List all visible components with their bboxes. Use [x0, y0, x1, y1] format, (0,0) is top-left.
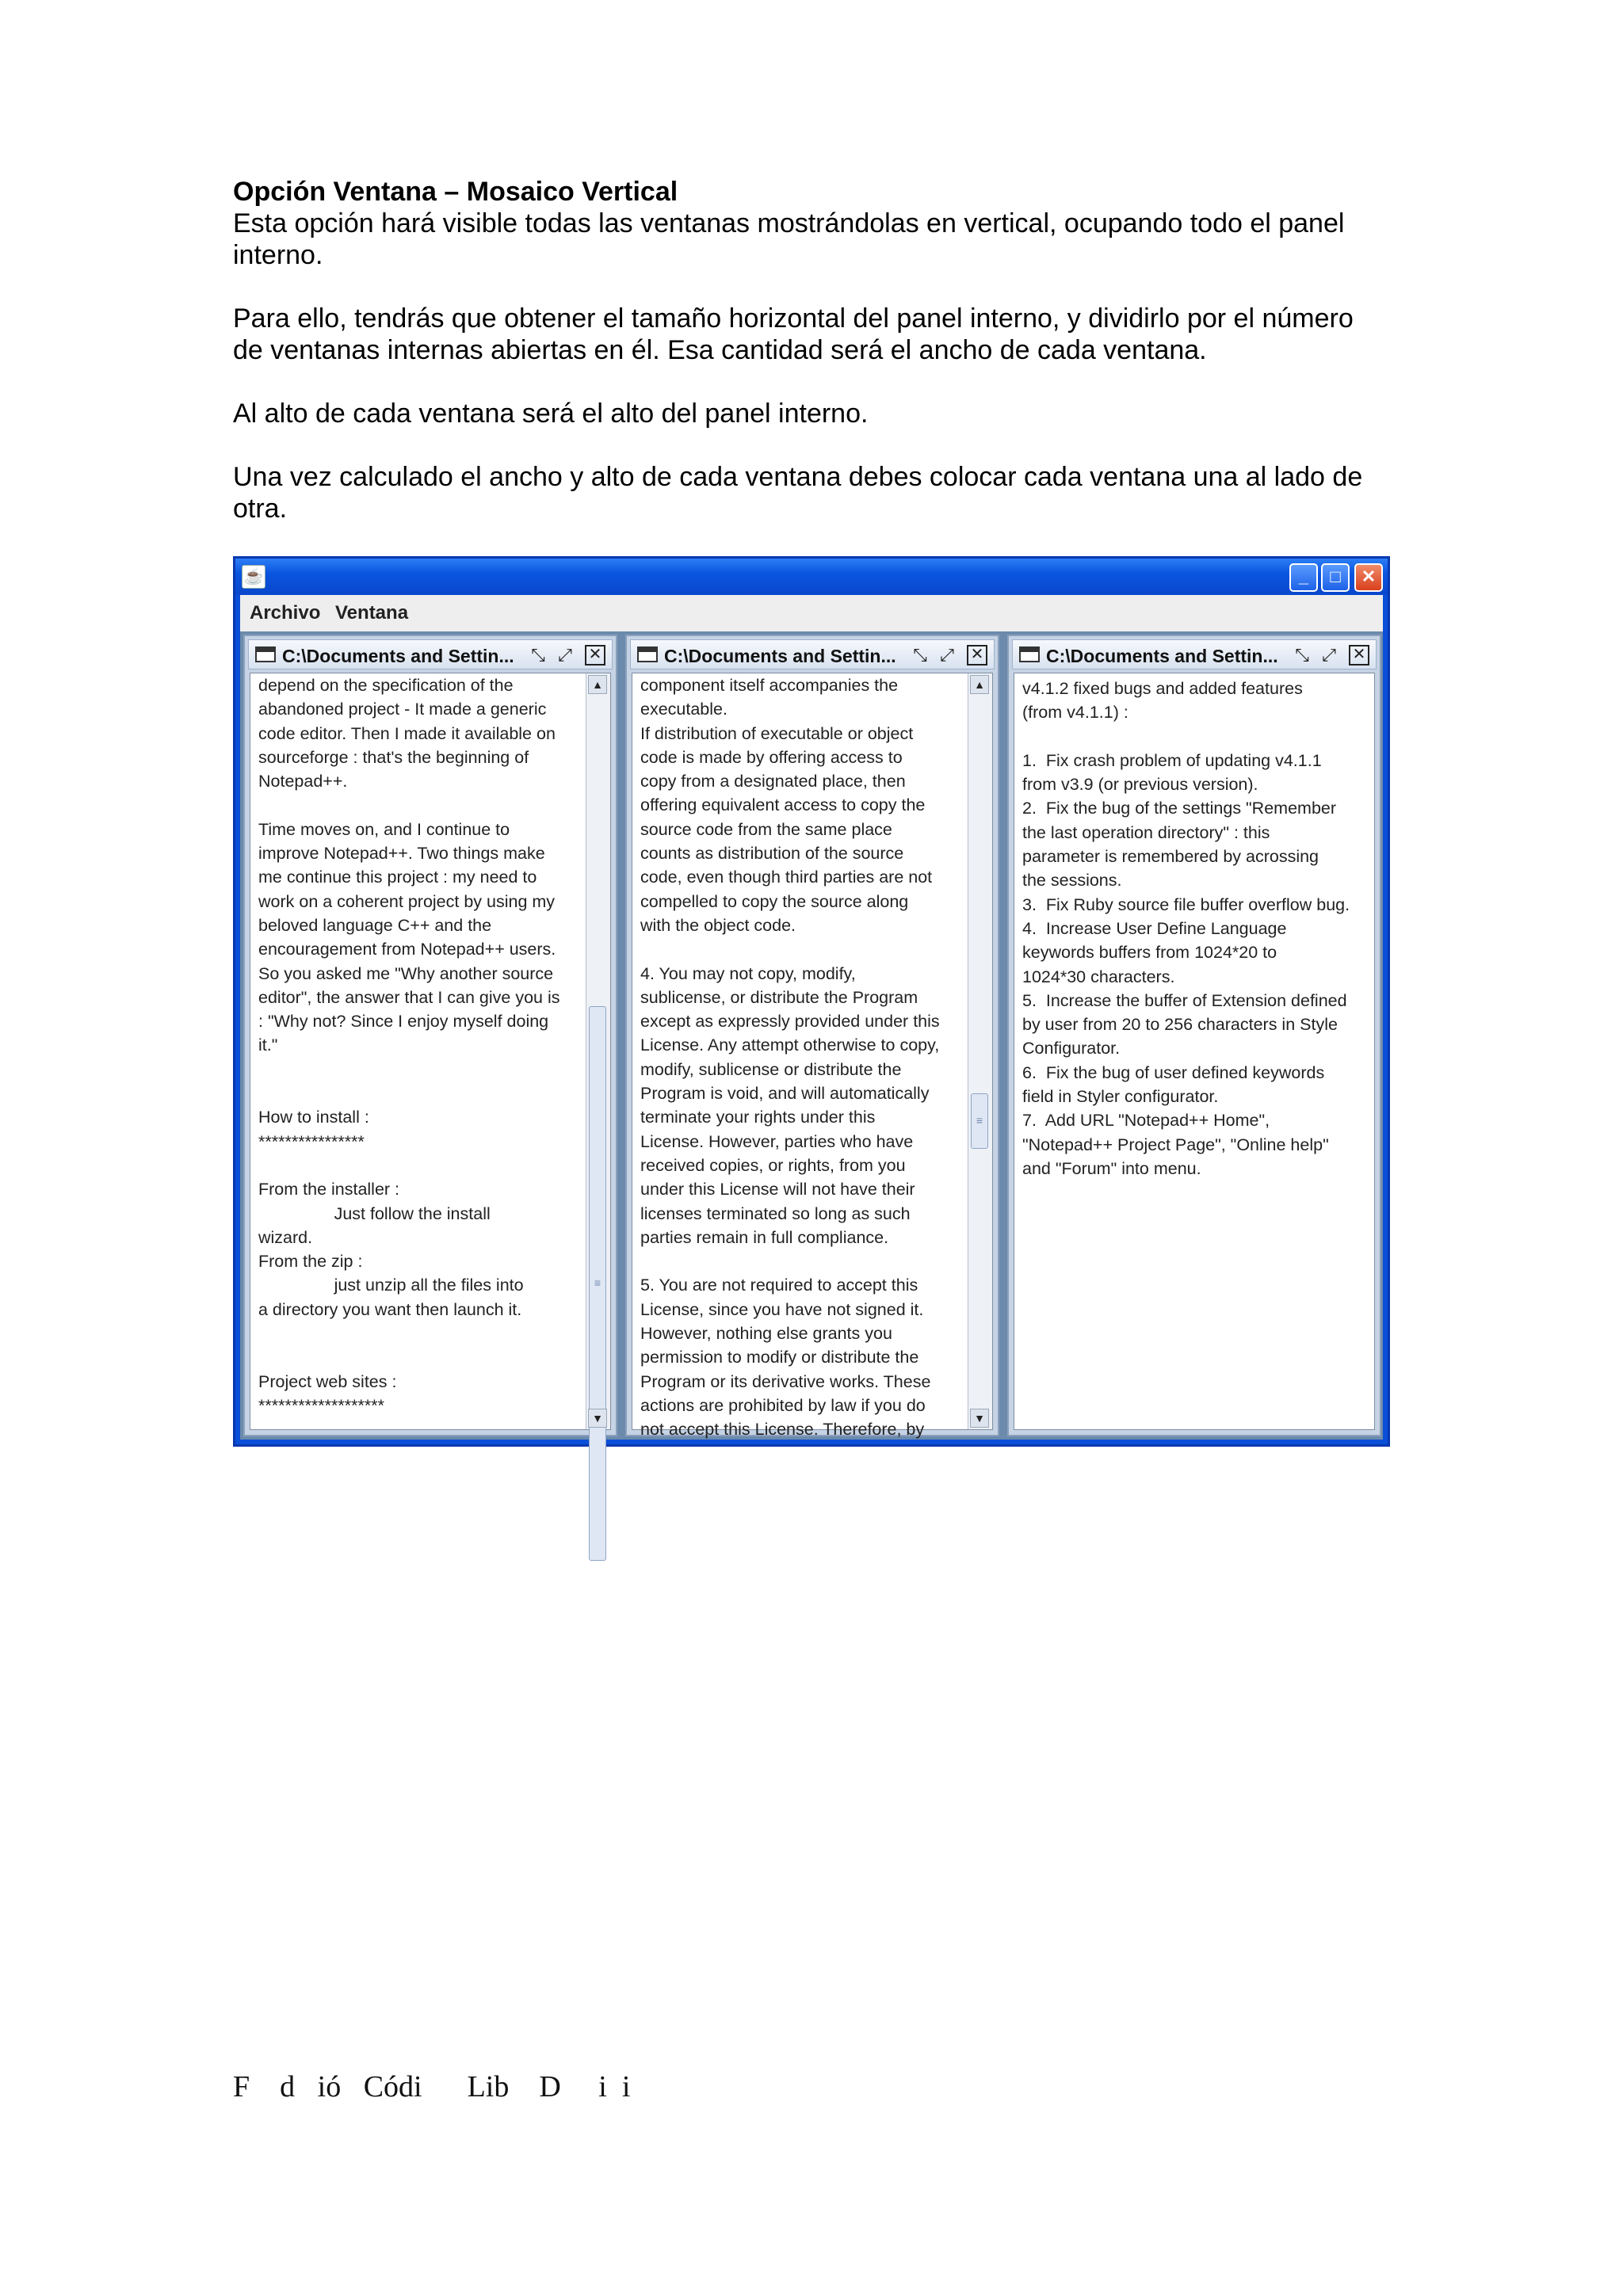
frame-title: C:\Documents and Settin...	[282, 646, 514, 666]
iconify-icon[interactable]: ⤡	[1295, 645, 1309, 665]
vertical-scrollbar[interactable]	[968, 673, 992, 1429]
paragraph-3: Al alto de cada ventana será el alto del panel interno.	[233, 399, 869, 429]
maximize-icon[interactable]: ⤢	[558, 645, 572, 665]
close-icon[interactable]: ✕	[585, 645, 605, 666]
paragraph-4: Una vez calculado el ancho y alto de cada ventana debes colocar cada ventana una al lado de otra.	[233, 462, 1363, 524]
text-area[interactable]: component itself accompanies the executable. If distribution of executable or object code is made by offering access to copy from a designated place, then offering equivalent access to copy the source code from the same place counts as distribution of the source code, even though third parties are not compelled to copy the source along with the object code. 4. You may not copy, modify, sublicense, or distribute the Program except as expressly provided under this License. Any attempt otherwise to copy, modify, sublicense or distribute the Program is void, and will automatically terminate your rights under this License. However, parties who have received copies, or rights, from you under this License will not have their licenses terminated so long as such parties remain in full compliance. 5. You are not required to accept this License, since you have not signed it. However, nothing else grants you permission to modify or distribute the Program or its derivative works. These actions are prohibited by law if you do not accept this License. Therefore, by	[640, 676, 940, 1440]
app-titlebar	[235, 559, 1388, 595]
scroll-up-icon[interactable]: ▲	[970, 675, 989, 694]
maximize-icon[interactable]: ⤢	[940, 645, 954, 665]
close-icon[interactable]: ✕	[967, 645, 987, 666]
frame-icon	[637, 646, 658, 662]
section-heading: Opción Ventana – Mosaico Vertical	[233, 177, 678, 207]
frame-titlebar[interactable]	[630, 639, 995, 669]
internal-frame-1[interactable]	[243, 635, 617, 1436]
java-icon: ☕	[242, 565, 265, 589]
close-button[interactable]: ✕	[1354, 563, 1383, 592]
document-body	[233, 176, 1390, 556]
iconify-icon[interactable]: ⤡	[913, 645, 927, 665]
maximize-icon[interactable]: ⤢	[1322, 645, 1336, 665]
scroll-up-icon[interactable]: ▲	[588, 675, 607, 694]
iconify-icon[interactable]: ⤡	[531, 645, 545, 665]
frame-content	[250, 673, 611, 1430]
menubar	[240, 595, 1383, 632]
scroll-thumb[interactable]: ≡	[971, 1093, 988, 1149]
frame-content	[1014, 673, 1375, 1430]
frame-titlebar[interactable]	[1012, 639, 1377, 669]
scroll-down-icon[interactable]: ▼	[970, 1409, 989, 1428]
text-area[interactable]: v4.1.2 fixed bugs and added features (from v4.1.1) : 1. Fix crash problem of updating v4.1.1 from v3.9 (or previous version). 2. Fix the bug of the settings "Remember the last operation directory" : this parameter is remembered by acrossing the sessions. 3. Fix Ruby source file buffer overflow bug. 4. Increase User Define Language keywords buffers from 1024*20 to 1024*30 characters. 5. Increase the buffer of Extension defined by user from 20 to 256 characters in Style Configurator. 6. Fix the bug of user defined keywords field in Styler configurator. 7. Add URL "Notepad++ Home", "Notepad++ Project Page", "Online help" and "Forum" into menu.	[1022, 679, 1350, 1178]
frame-content	[632, 673, 993, 1440]
text-area[interactable]: depend on the specification of the abandoned project - It made a generic code editor. Then I made it available on sourceforge : that's the beginning of Notepad++. Time moves on, and I continue to improve Notepad++. Two things make me continue this project : my need to work on a coherent project by using my beloved language C++ and the encouragement from Notepad++ users. So you asked me "Why another source editor", the answer that I can give you is : "Why not? Since I enjoy myself doing it." How to install : **************** From the installer : Just follow the install wizard. From the zip : just unzip all the files into a directory you want then launch it. Project web sites : *******************	[258, 676, 560, 1415]
scroll-down-icon[interactable]: ▼	[588, 1409, 607, 1428]
internal-frame-3[interactable]	[1007, 635, 1381, 1436]
vertical-scrollbar[interactable]	[586, 673, 610, 1429]
app-window-screenshot	[233, 556, 1390, 1447]
frame-title: C:\Documents and Settin...	[1046, 646, 1278, 666]
minimize-button[interactable]: _	[1289, 563, 1318, 592]
internal-frame-2[interactable]	[625, 635, 999, 1440]
scroll-thumb[interactable]: ≡	[589, 1006, 606, 1561]
internal-desktop-pane	[240, 631, 1383, 1440]
page-footer: F d ió Códi Lib D i i	[233, 2070, 631, 2103]
menu-ventana[interactable]: Ventana	[335, 602, 409, 624]
paragraph-1: Esta opción hará visible todas las ventanas mostrándolas en vertical, ocupando todo el panel interno.	[233, 208, 1345, 270]
paragraph-2: Para ello, tendrás que obtener el tamaño horizontal del panel interno, y dividirlo por el número de ventanas internas abiertas en él. Esa cantidad será el ancho de cada ventana.	[233, 303, 1354, 365]
frame-titlebar[interactable]	[248, 639, 613, 669]
close-icon[interactable]: ✕	[1349, 645, 1369, 666]
frame-title: C:\Documents and Settin...	[664, 646, 896, 666]
maximize-button[interactable]: □	[1321, 563, 1350, 592]
menu-archivo[interactable]: Archivo	[250, 602, 321, 624]
frame-icon	[1019, 646, 1040, 662]
frame-icon	[255, 646, 276, 662]
